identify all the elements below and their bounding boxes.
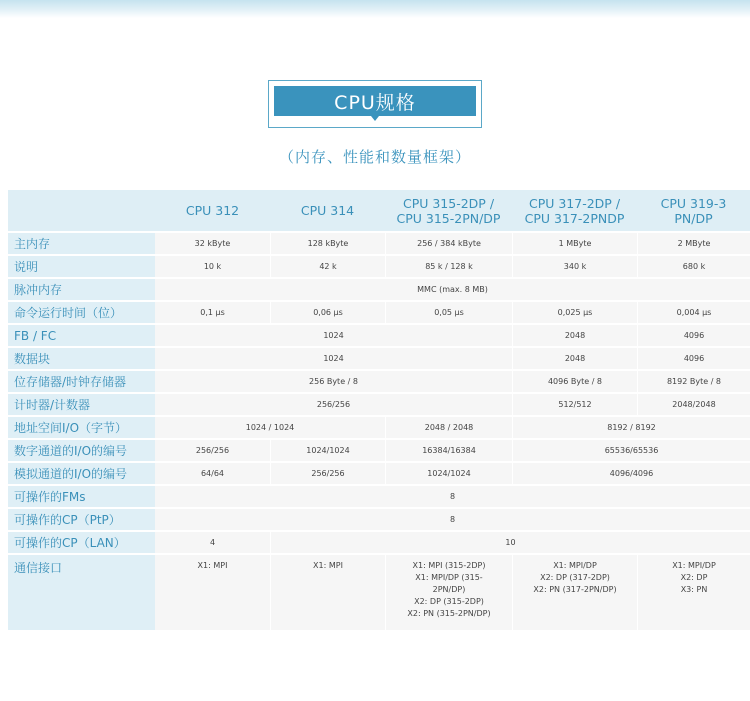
column-header-cpu-314: CPU 314 [270, 190, 385, 231]
table-cell: 32 kByte [155, 233, 270, 254]
table-row [8, 463, 750, 484]
top-banner-strip [0, 0, 750, 18]
table-cell: 2048 [512, 325, 637, 346]
table-cell: 85 k / 128 k [385, 256, 512, 277]
table-cell: 4 [155, 532, 270, 553]
column-header-cpu-319: CPU 319-3 PN/DP [637, 190, 750, 231]
row-label: 可操作的FMs [8, 486, 155, 507]
row-label: 通信接口 [8, 555, 155, 630]
table-cell: X1: MPI [155, 555, 270, 630]
row-label: 位存储器/时钟存储器 [8, 371, 155, 392]
table-cell: MMC (max. 8 MB) [155, 279, 750, 300]
table-row [8, 348, 750, 369]
table-row [8, 555, 750, 630]
table-row [8, 394, 750, 415]
column-header-cpu-312: CPU 312 [155, 190, 270, 231]
table-cell: 4096 [637, 348, 750, 369]
column-header-cpu-315: CPU 315-2DP / CPU 315-2PN/DP [385, 190, 512, 231]
table-cell: 0,05 µs [385, 302, 512, 323]
table-cell: 256/256 [155, 394, 512, 415]
table-cell: 1024 [155, 348, 512, 369]
table-cell: 1 MByte [512, 233, 637, 254]
table-row [8, 440, 750, 461]
table-cell: 8 [155, 486, 750, 507]
table-cell: 8192 Byte / 8 [637, 371, 750, 392]
table-cell: X1: MPI [270, 555, 385, 630]
cpu-spec-table [8, 188, 750, 632]
column-header-cpu-317: CPU 317-2DP / CPU 317-2PNDP [512, 190, 637, 231]
table-row [8, 256, 750, 277]
table-row [8, 371, 750, 392]
table-row [8, 486, 750, 507]
table-cell: X1: MPI (315-2DP) X1: MPI/DP (315- 2PN/DP) X2: DP (315-2DP) X2: PN (315-2PN/DP) [385, 555, 512, 630]
table-cell: 4096 [637, 325, 750, 346]
table-cell: 0,004 µs [637, 302, 750, 323]
table-row [8, 509, 750, 530]
table-cell: 680 k [637, 256, 750, 277]
table-cell: 8192 / 8192 [512, 417, 750, 438]
table-cell: 4096/4096 [512, 463, 750, 484]
table-cell: 2048/2048 [637, 394, 750, 415]
table-cell: 1024/1024 [270, 440, 385, 461]
title-frame [268, 80, 482, 128]
row-label: 脉冲内存 [8, 279, 155, 300]
table-row [8, 325, 750, 346]
table-cell: 256 Byte / 8 [155, 371, 512, 392]
row-label: 命令运行时间（位） [8, 302, 155, 323]
row-label: 说明 [8, 256, 155, 277]
table-cell: 512/512 [512, 394, 637, 415]
table-cell: 256/256 [270, 463, 385, 484]
row-label: 模拟通道的I/O的编号 [8, 463, 155, 484]
row-label: 数字通道的I/O的编号 [8, 440, 155, 461]
table-cell: 16384/16384 [385, 440, 512, 461]
table-row [8, 279, 750, 300]
title-pointer-icon [371, 116, 379, 121]
table-cell: 0,025 µs [512, 302, 637, 323]
table-header-row [8, 190, 750, 231]
table-cell: 256/256 [155, 440, 270, 461]
table-row [8, 233, 750, 254]
table-cell: 0,1 µs [155, 302, 270, 323]
table-cell: 0,06 µs [270, 302, 385, 323]
page-subtitle: （内存、性能和数量框架） [278, 148, 471, 166]
table-cell: 2 MByte [637, 233, 750, 254]
table-row [8, 417, 750, 438]
row-label: 计时器/计数器 [8, 394, 155, 415]
table-cell: 128 kByte [270, 233, 385, 254]
table-cell: 256 / 384 kByte [385, 233, 512, 254]
row-label: 地址空间I/O（字节） [8, 417, 155, 438]
table-cell: 65536/65536 [512, 440, 750, 461]
table-row [8, 302, 750, 323]
table-cell: 64/64 [155, 463, 270, 484]
table-cell: 2048 / 2048 [385, 417, 512, 438]
table-row [8, 532, 750, 553]
table-cell: 2048 [512, 348, 637, 369]
table-cell: X1: MPI/DP X2: DP X3: PN [637, 555, 750, 630]
row-label: 可操作的CP（LAN） [8, 532, 155, 553]
table-cell: 10 [270, 532, 750, 553]
row-label: FB / FC [8, 325, 155, 346]
header-corner-cell [8, 190, 155, 231]
row-label: 主内存 [8, 233, 155, 254]
row-label: 可操作的CP（PtP） [8, 509, 155, 530]
page-title: CPU规格 [274, 86, 476, 116]
table-cell: 8 [155, 509, 750, 530]
table-cell: 1024/1024 [385, 463, 512, 484]
table-cell: 4096 Byte / 8 [512, 371, 637, 392]
row-label: 数据块 [8, 348, 155, 369]
table-cell: 1024 [155, 325, 512, 346]
table-cell: 10 k [155, 256, 270, 277]
table-cell: X1: MPI/DP X2: DP (317-2DP) X2: PN (317-2PN/DP) [512, 555, 637, 630]
table-cell: 42 k [270, 256, 385, 277]
table-cell: 1024 / 1024 [155, 417, 385, 438]
table-cell: 340 k [512, 256, 637, 277]
